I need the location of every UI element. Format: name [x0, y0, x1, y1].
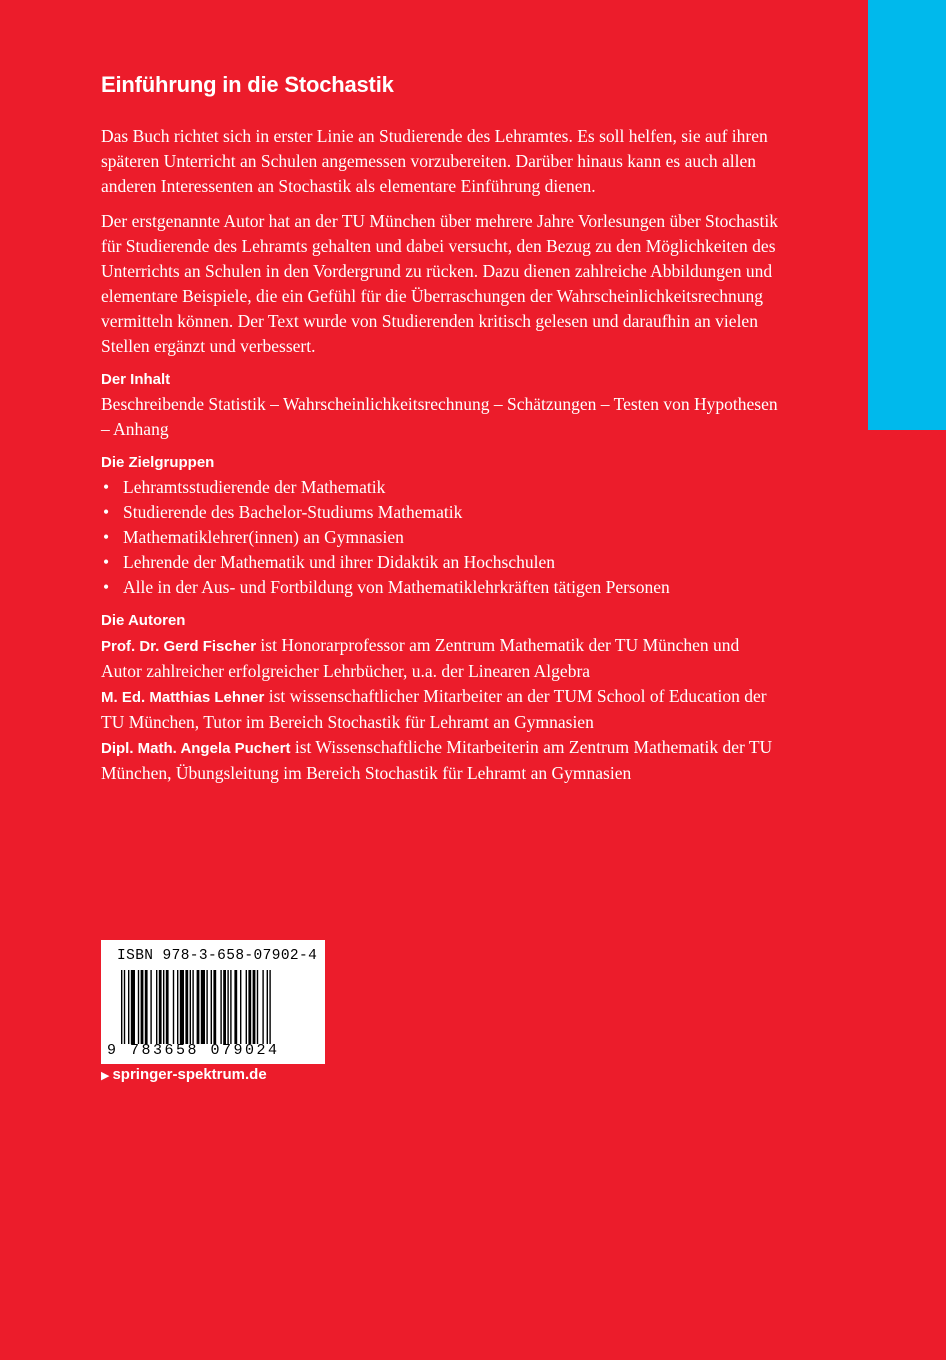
bullet-icon: • [103, 477, 110, 497]
barcode-digits: 9 783658 079024 [107, 1042, 280, 1059]
author-bio: ist Honorarprofessor am Zentrum Mathematik der TU München und Autor zahlreicher erfolgreicher Lehrbücher, u.a. der Linearen Algebra [101, 635, 740, 681]
list-item-text: Mathematiklehrer(innen) an Gymnasien [123, 527, 404, 547]
author-name: Dipl. Math. Angela Puchert [101, 740, 291, 757]
author-entry [101, 684, 781, 735]
author-bio: ist wissenschaftlicher Mitarbeiter an der TUM School of Education der TU München, Tutor im Bereich Stochastik für Lehramt an Gymnasien [101, 686, 767, 732]
barcode-image [121, 970, 317, 1044]
publisher-link[interactable] [101, 1066, 267, 1083]
list-item-text: Lehramtsstudierende der Mathematik [123, 477, 386, 497]
bullet-icon: • [103, 577, 110, 597]
intro-paragraph-1: Das Buch richtet sich in erster Linie an Studierende des Lehramtes. Es soll helfen, sie auf ihren späteren Unterricht an Schulen angemessen vorzubereiten. Darüber hinaus kann es auch allen anderen Interessenten an Stochastik als elementare Einführung dienen. [101, 126, 768, 196]
publisher-url: springer-spektrum.de [112, 1066, 267, 1083]
list-item-text: Studierende des Bachelor-Studiums Mathematik [123, 502, 463, 522]
list-item-text: Lehrende der Mathematik und ihrer Didaktik an Hochschulen [123, 552, 556, 572]
zielgruppen-heading: Die Zielgruppen [101, 454, 215, 471]
intro-paragraph-2: Der erstgenannte Autor hat an der TU München über mehrere Jahre Vorlesungen über Stochastik für Studierende des Lehramts gehalten und dabei versucht, den Bezug zu den Möglichkeiten des Unterrichts an Schulen in den Vordergrund zu rücken. Dazu dienen zahlreiche Abbildungen und elementare Beispiele, die ein Gefühl für die Überraschungen der Wahrscheinlichkeitsrechnung vermitteln können. Der Text wurde von Studierenden kritisch gelesen und daraufhin an vielen Stellen ergänzt und verbessert. [101, 211, 778, 356]
author-bio: ist Wissenschaftliche Mitarbeiterin am Zentrum Mathematik der TU München, Übungsleitung im Bereich Stochastik für Lehramt an Gymnasien [101, 737, 773, 783]
inhalt-heading: Der Inhalt [101, 371, 171, 388]
list-item-text: Alle in der Aus- und Fortbildung von Mathematiklehrkräften tätigen Personen [123, 577, 670, 597]
inhalt-text: Beschreibende Statistik – Wahrscheinlichkeitsrechnung – Schätzungen – Testen von Hypothesen – Anhang [101, 394, 778, 439]
arrow-right-icon: ▶ [101, 1070, 110, 1082]
back-cover-text [101, 72, 781, 786]
author-name: M. Ed. Matthias Lehner [101, 689, 265, 706]
list-item [101, 550, 781, 575]
list-item [101, 475, 781, 500]
author-name: Prof. Dr. Gerd Fischer [101, 638, 257, 655]
zielgruppen-list [101, 475, 781, 600]
bullet-icon: • [103, 502, 110, 522]
autoren-heading: Die Autoren [101, 612, 186, 629]
barcode-box [101, 940, 325, 1064]
book-title: Einführung in die Stochastik [101, 72, 394, 97]
list-item [101, 500, 781, 525]
isbn-label: ISBN 978-3-658-07902-4 [117, 948, 318, 964]
list-item [101, 575, 781, 600]
cyan-color-tab [868, 0, 946, 430]
author-entry [101, 633, 781, 684]
author-entry [101, 735, 781, 786]
bullet-icon: • [103, 552, 110, 572]
bullet-icon: • [103, 527, 110, 547]
list-item [101, 525, 781, 550]
